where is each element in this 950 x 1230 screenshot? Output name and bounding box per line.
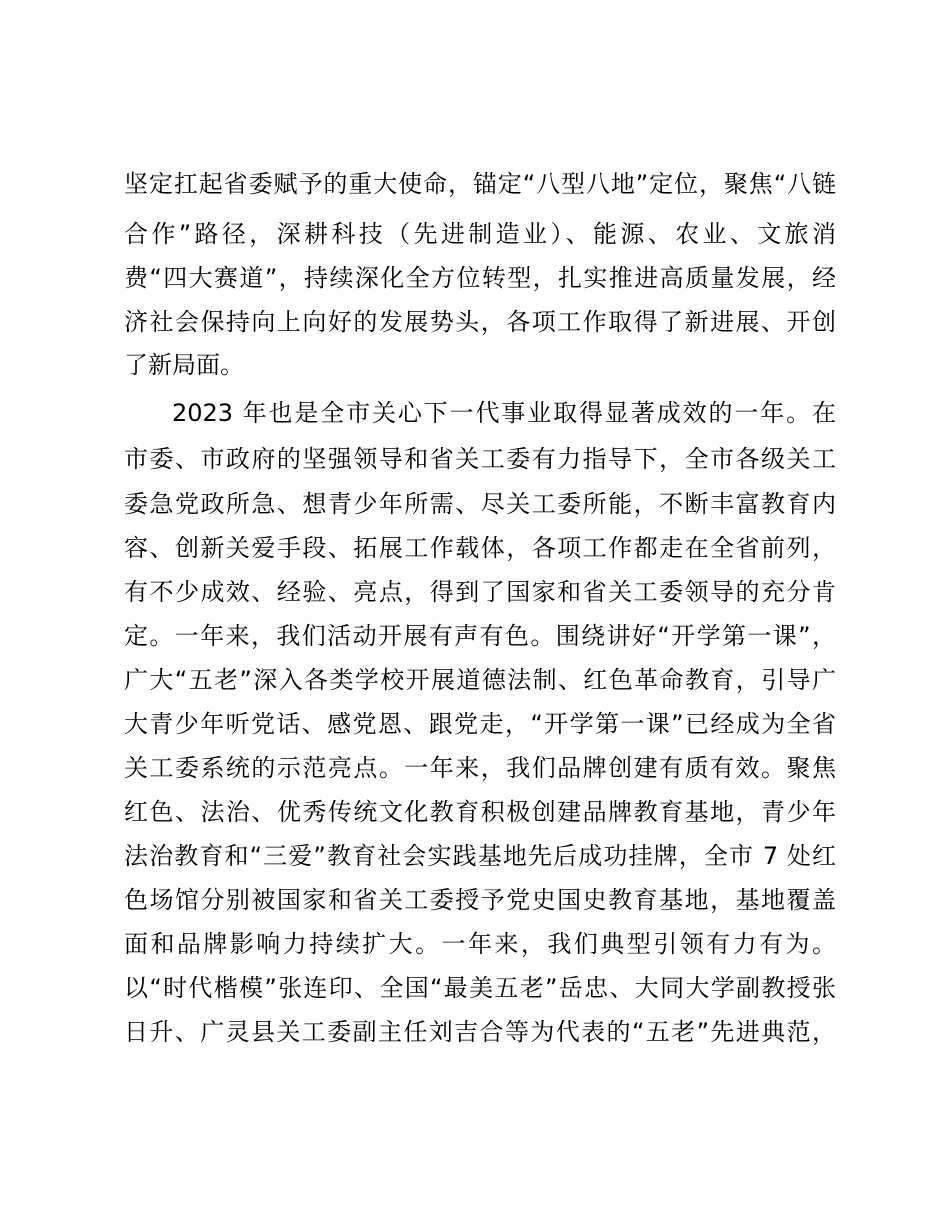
text-line: 2023 年也是全市关心下一代事业取得显著成效的一年。在 [172, 399, 836, 427]
text-line: 广大“五老”深入各类学校开展道德法制、红色革命教育，引导广 [124, 666, 836, 694]
text-line: 色场馆分别被国家和省关工委授予党史国史教育基地，基地覆盖 [124, 886, 836, 914]
text-line: 市委、市政府的坚强领导和省关工委有力指导下，全市各级关工 [124, 445, 836, 473]
text-line: 合作”路径，深耕科技（先进制造业）、能源、农业、文旅消 [124, 220, 836, 248]
text-line: 红色、法治、优秀传统文化教育积极创建品牌教育基地，青少年 [124, 798, 836, 826]
text-line: 以“时代楷模”张连印、全国“最美五老”岳忠、大同大学副教授张 [124, 974, 836, 1002]
text-line: 有不少成效、经验、亮点，得到了国家和省关工委领导的充分肯 [124, 578, 836, 606]
text-line: 定。一年来，我们活动开展有声有色。围绕讲好“开学第一课”， [124, 622, 836, 650]
text-line: 大青少年听党话、感党恩、跟党走，“开学第一课”已经成为全省 [124, 710, 836, 738]
text-line: 费“四大赛道”，持续深化全方位转型，扎实推进高质量发展，经 [124, 264, 836, 292]
text-line: 面和品牌影响力持续扩大。一年来，我们典型引领有力有为。 [124, 930, 836, 958]
text-line: 坚定扛起省委赋予的重大使命，锚定“八型八地”定位，聚焦“八链 [124, 170, 836, 198]
text-line: 日升、广灵县关工委副主任刘吉合等为代表的“五老”先进典范， [124, 1018, 836, 1046]
text-line: 法治教育和“三爱”教育社会实践基地先后成功挂牌，全市 7 处红 [124, 842, 836, 870]
text-line: 容、创新关爱手段、拓展工作载体，各项工作都走在全省前列， [124, 534, 836, 562]
text-line: 了新局面。 [124, 351, 244, 379]
text-line: 关工委系统的示范亮点。一年来，我们品牌创建有质有效。聚焦 [124, 754, 836, 782]
text-line: 委急党政所急、想青少年所需、尽关工委所能，不断丰富教育内 [124, 490, 836, 518]
text-line: 济社会保持向上向好的发展势头，各项工作取得了新进展、开创 [124, 308, 836, 336]
